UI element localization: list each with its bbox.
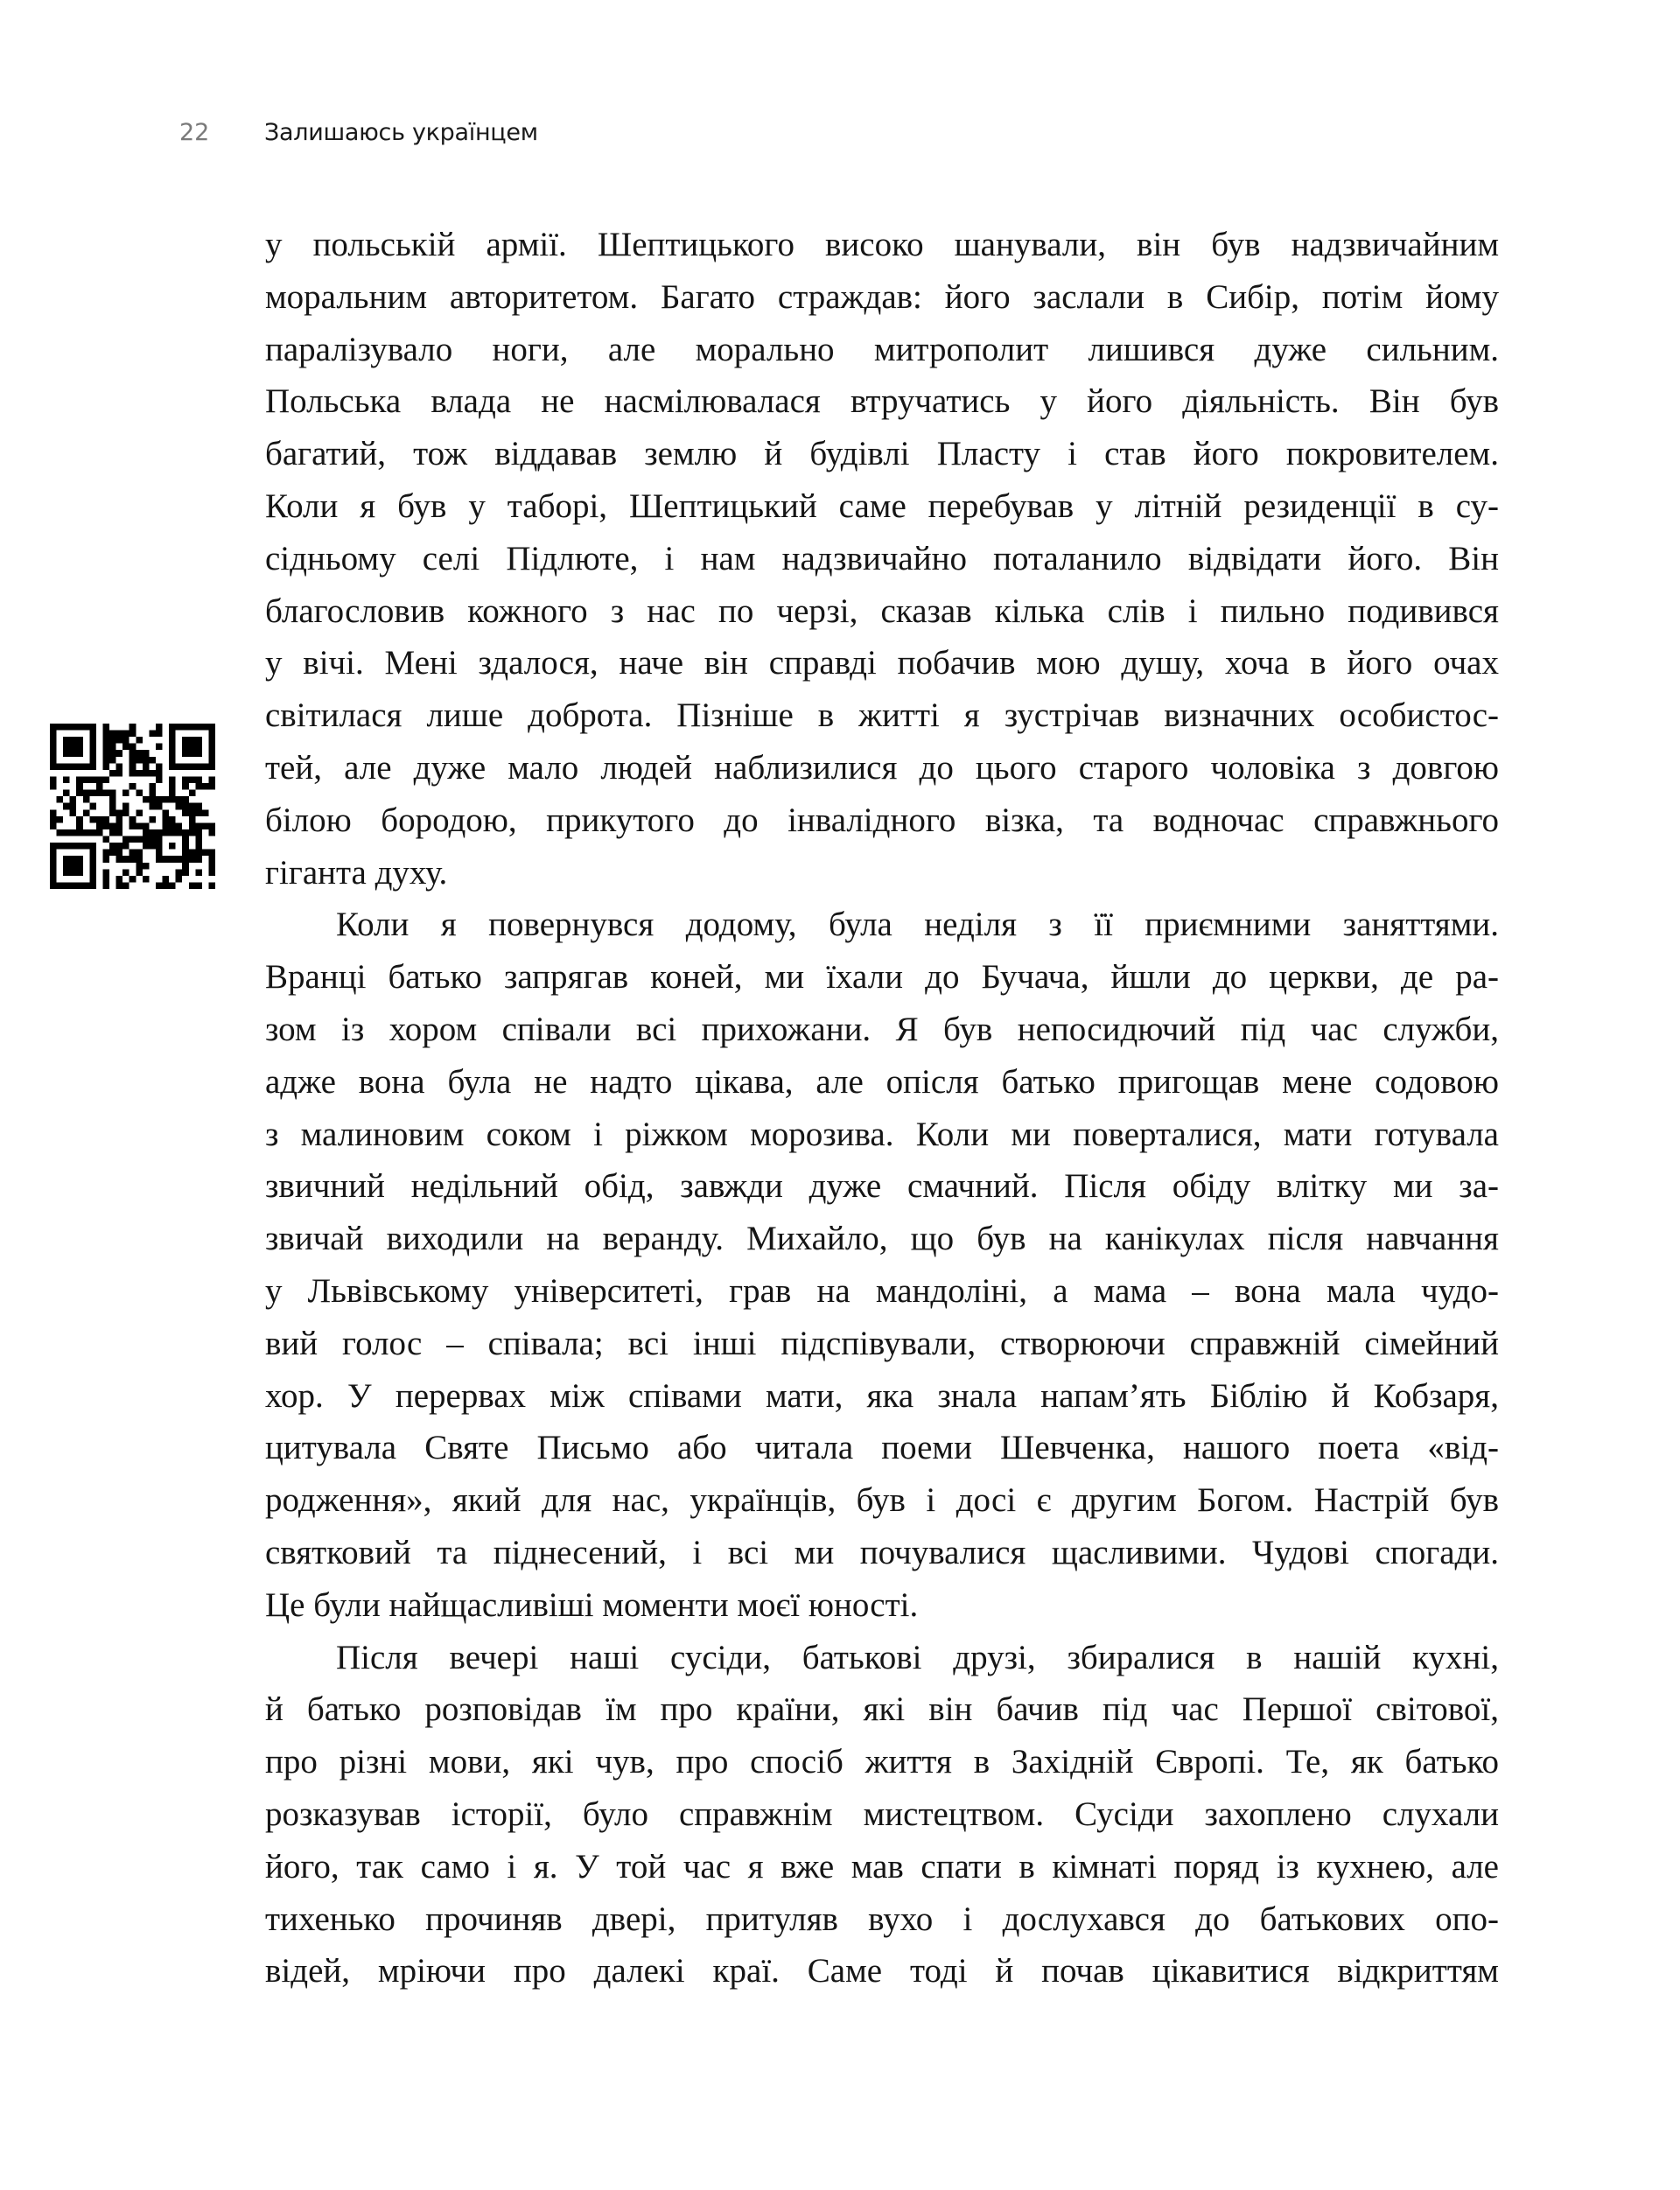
text-line: й батько розповідав їм про країни, які він бачив під час Першої світової,	[265, 1690, 1499, 1729]
paragraph	[265, 219, 1499, 899]
paragraph	[265, 899, 1499, 1631]
text-line: Після вечері наші сусіди, батькові друзі, збиралися в нашій кухні,	[336, 1638, 1499, 1676]
text-line: родження», який для нас, українців, був і досі є другим Богом. Настрій був	[265, 1481, 1499, 1520]
text-line: у Львівському університеті, грав на мандоліні, а мама – вона мала чудо-	[265, 1271, 1499, 1310]
text-line: Це були найщасливіші моменти моєї юності.	[265, 1585, 919, 1624]
text-line: паралізувало ноги, але морально митрополит лишився дуже сильним.	[265, 330, 1499, 368]
text-line: вий голос – співала; всі інші підспівували, створюючи справжній сімейний	[265, 1324, 1499, 1362]
text-line: Коли я був у таборі, Шептицький саме перебував у літній резиденції в су-	[265, 486, 1499, 525]
text-line: світилася лише доброта. Пізніше в житті я зустрічав визначних особистос-	[265, 696, 1499, 735]
text-line: благословив кожного з нас по черзі, сказав кілька слів і пильно подивився	[265, 591, 1499, 630]
text-line: тей, але дуже мало людей наблизилися до цього старого чоловіка з довгою	[265, 748, 1499, 787]
text-line: про різні мови, які чув, про спосіб життя в Західній Європі. Те, як батько	[265, 1743, 1499, 1781]
qr-code-icon	[50, 724, 215, 889]
text-line: гіганта духу.	[265, 853, 448, 892]
paragraph	[265, 1632, 1499, 1998]
text-line: у вічі. Мені здалося, наче він справді побачив мою душу, хоча в його очах	[265, 644, 1499, 682]
text-line: Вранці батько запрягав коней, ми їхали до Бучача, йшли до церкви, де ра-	[265, 958, 1499, 997]
text-line: моральним авторитетом. Багато страждав: його заслали в Сибір, потім йому	[265, 277, 1499, 316]
text-line: тихенько прочиняв двері, притуляв вухо і дослухався до батькових опо-	[265, 1900, 1499, 1938]
text-line: звичний недільний обід, завжди дуже смачний. Після обіду влітку ми за-	[265, 1167, 1499, 1206]
text-line: його, так само і я. У той час я вже мав спати в кімнаті поряд із кухнею, але	[265, 1847, 1499, 1886]
text-line: адже вона була не надто цікава, але опісля батько пригощав мене содовою	[265, 1062, 1499, 1101]
text-line: відей, мріючи про далекі краї. Саме тоді й почав цікавитися відкриттям	[265, 1952, 1499, 1991]
text-line: Польська влада не насмілювалася втручатись у його діяльність. Він був	[265, 382, 1499, 421]
qr-code-graphic	[50, 724, 215, 889]
running-title: Залишаюсь українцем	[264, 119, 538, 146]
text-line: багатий, тож віддавав землю й будівлі Пласту і став його покровителем.	[265, 435, 1499, 473]
text-line: цитувала Святе Письмо або читала поеми Шевченка, нашого поета «від-	[265, 1429, 1499, 1467]
text-line: з малиновим соком і ріжком морозива. Коли ми поверталися, мати готувала	[265, 1115, 1499, 1153]
text-line: Коли я повернувся додому, була неділя з її приємними заняттями.	[336, 906, 1499, 944]
body-text	[265, 219, 1499, 1998]
text-line: зом із хором співали всі прихожани. Я був непосидючий під час служби,	[265, 1010, 1499, 1048]
text-line: звичай виходили на веранду. Михайло, що був на канікулах після навчання	[265, 1220, 1499, 1258]
text-line: у польській армії. Шептицького високо шанували, він був надзвичайним	[265, 226, 1499, 263]
page-number: 22	[179, 119, 210, 146]
text-line: святковий та піднесений, і всі ми почувалися щасливими. Чудові спогади.	[265, 1533, 1499, 1571]
text-line: розказував історії, було справжнім мистецтвом. Сусіди захоплено слухали	[265, 1795, 1499, 1833]
text-line: білою бородою, прикутого до інвалідного візка, та водночас справжнього	[265, 801, 1499, 839]
text-line: хор. У перервах між співами мати, яка знала напам’ять Біблію й Кобзаря,	[265, 1376, 1499, 1415]
text-line: сідньому селі Підлюте, і нам надзвичайно поталанило відвідати його. Він	[265, 539, 1499, 577]
